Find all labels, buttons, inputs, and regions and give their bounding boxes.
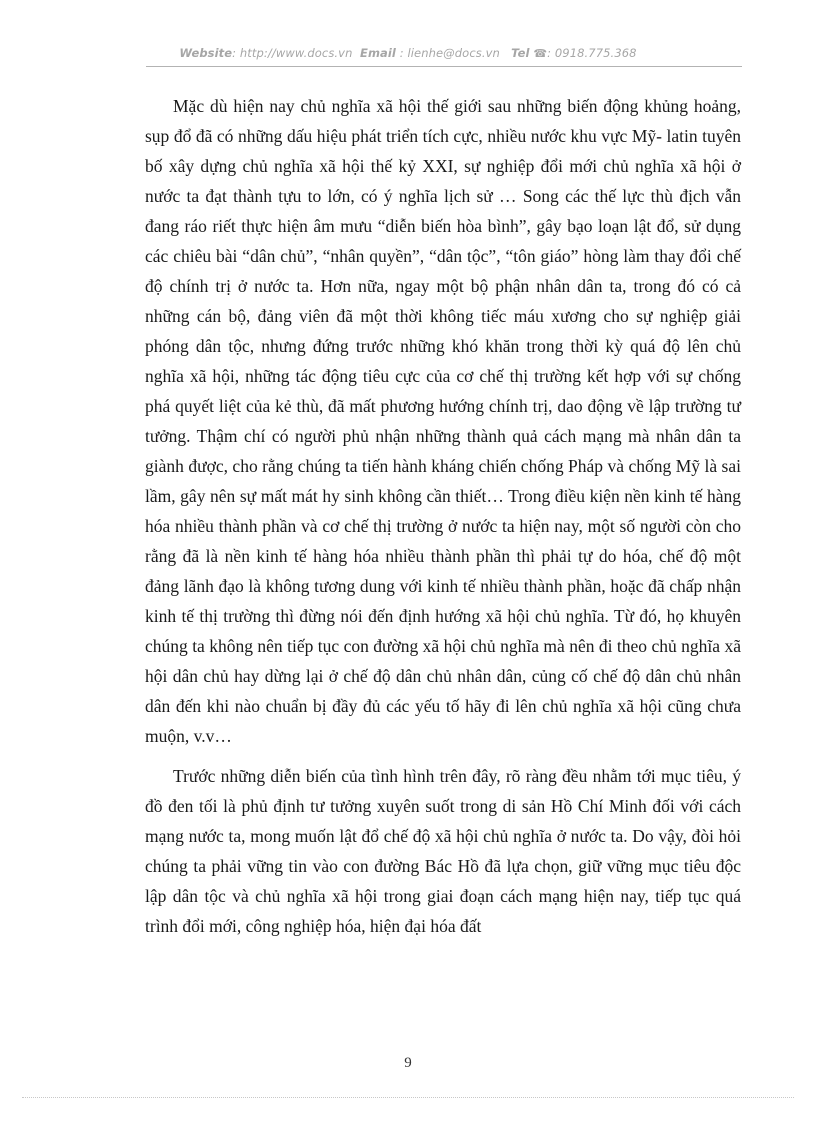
paragraph: Mặc dù hiện nay chủ nghĩa xã hội thế giới sau những biến động khủng hoảng, sụp đổ đã có những dấu hiệu phát triển tích cực, nhiều nước khu vực Mỹ- latin tuyên bố xây dựng chủ nghĩa xã hội thế kỷ XXI, sự nghiệp đổi mới chủ nghĩa xã hội ở nước ta đạt thành tựu to lớn, có ý nghĩa lịch sử … Song các thế lực thù địch vẫn đang ráo riết thực hiện âm mưu “diễn biến hòa bình”, gây bạo loạn lật đổ, sử dụng các chiêu bài “dân chủ”, “nhân quyền”, “dân tộc”, “tôn giáo” hòng làm thay đổi chế độ chính trị ở nước ta. Hơn nữa, ngay một bộ phận nhân dân ta, trong đó có cả những cán bộ, đảng viên đã một thời không tiếc máu xương cho sự nghiệp giải phóng dân tộc, nhưng đứng trước những khó khăn trong thời kỳ quá độ lên chủ nghĩa xã hội, những tác động tiêu cực của cơ chế thị trường kết hợp với sự chống phá quyết liệt của kẻ thù, đã mất phương hướng chính trị, dao động về lập trường tư tưởng. Thậm chí có người phủ nhận những thành quả cách mạng mà nhân dân ta giành được, cho rằng chúng ta tiến hành kháng chiến chống Pháp và chống Mỹ là sai lầm, gây nên sự mất mát hy sinh không cần thiết… Trong điều kiện nền kinh tế hàng hóa nhiều thành phần và cơ chế thị trường ở nước ta hiện nay, một số người còn cho rằng đã là nền kinh tế hàng hóa nhiều thành phần thì phải tự do hóa, chế độ một đảng lãnh đạo là không tương dung với kinh tế nhiều thành phần, hoặc đã chấp nhận kinh tế thị trường thì đừng nói đến định hướng xã hội chủ nghĩa. Từ đó, họ khuyên chúng ta không nên tiếp tục con đường xã hội chủ nghĩa mà nên đi theo chủ nghĩa xã hội dân chủ hay dừng lại ở chế độ dân chủ nhân dân, củng cố chế độ dân chủ nhân dân đến khi nào chuẩn bị đầy đủ các yếu tố hãy đi lên chủ nghĩa xã hội cũng chưa muộn, v.v… [145, 96, 741, 746]
phone-icon: ☎ [533, 47, 548, 60]
website-url: : http://www.docs.vn [232, 46, 353, 60]
footer-divider [22, 1097, 794, 1098]
body-text [145, 91, 741, 951]
email-address: : lienhe@docs.vn [399, 46, 500, 60]
email-label: Email [359, 46, 396, 60]
page-number: 9 [404, 1055, 412, 1071]
tel-number: : 0918.775.368 [547, 46, 637, 60]
page-header [0, 46, 816, 60]
tel-label: Tel [511, 46, 530, 60]
header-divider [146, 66, 742, 67]
website-label: Website [179, 46, 233, 60]
paragraph: Trước những diễn biến của tình hình trên đây, rõ ràng đều nhằm tới mục tiêu, ý đồ đen tối là phủ định tư tưởng xuyên suốt trong di sản Hồ Chí Minh đối với cách mạng nước ta, mong muốn lật đổ chế độ xã hội chủ nghĩa ở nước ta. Do vậy, đòi hỏi chúng ta phải vững tin vào con đường Bác Hồ đã lựa chọn, giữ vững mục tiêu độc lập dân tộc và chủ nghĩa xã hội trong giai đoạn cách mạng hiện nay, tiếp tục quá trình đổi mới, công nghiệp hóa, hiện đại hóa đất [145, 766, 741, 936]
